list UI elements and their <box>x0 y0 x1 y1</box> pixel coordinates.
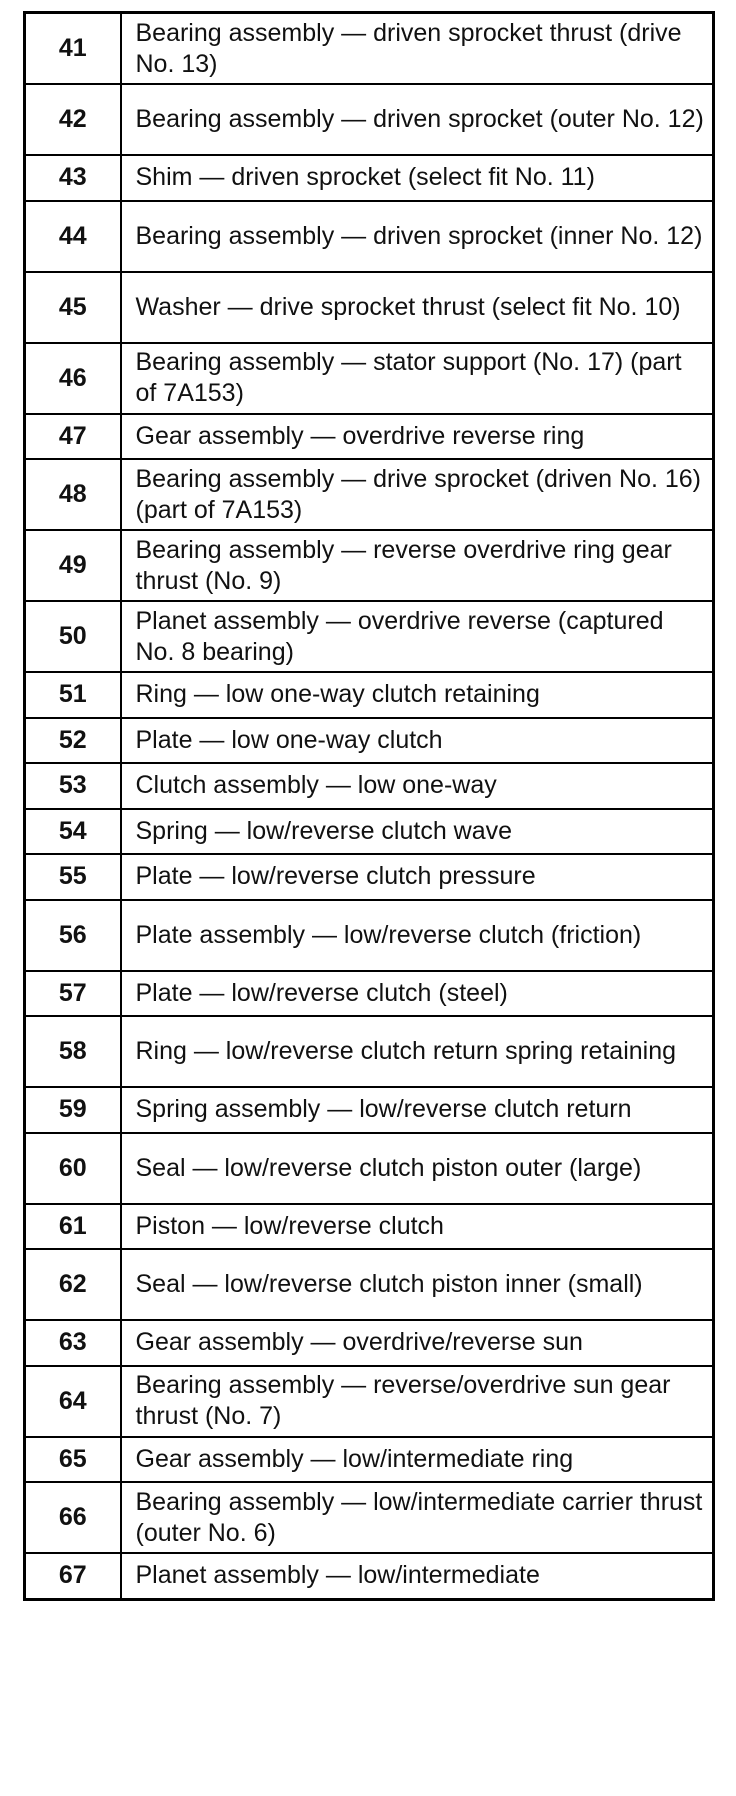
table-row <box>25 272 714 343</box>
item-description: Planet assembly — overdrive reverse (captured No. 8 bearing) <box>121 601 714 672</box>
table-row <box>25 1482 714 1553</box>
table-row <box>25 530 714 601</box>
item-description: Plate — low/reverse clutch (steel) <box>121 971 714 1017</box>
table-row <box>25 414 714 460</box>
item-number: 60 <box>25 1133 121 1204</box>
item-number: 41 <box>25 13 121 85</box>
table-row <box>25 1249 714 1320</box>
item-description: Ring — low one-way clutch retaining <box>121 672 714 718</box>
item-number: 66 <box>25 1482 121 1553</box>
item-number: 46 <box>25 343 121 414</box>
item-number: 55 <box>25 854 121 900</box>
item-description: Gear assembly — overdrive/reverse sun <box>121 1320 714 1366</box>
item-description: Bearing assembly — low/intermediate carrier thrust (outer No. 6) <box>121 1482 714 1553</box>
item-description: Piston — low/reverse clutch <box>121 1204 714 1250</box>
table-row <box>25 809 714 855</box>
item-description: Spring — low/reverse clutch wave <box>121 809 714 855</box>
item-number: 50 <box>25 601 121 672</box>
item-description: Planet assembly — low/intermediate <box>121 1553 714 1599</box>
table-row <box>25 1320 714 1366</box>
item-number: 59 <box>25 1087 121 1133</box>
item-description: Plate — low one-way clutch <box>121 718 714 764</box>
item-number: 57 <box>25 971 121 1017</box>
item-number: 61 <box>25 1204 121 1250</box>
item-number: 51 <box>25 672 121 718</box>
item-description: Seal — low/reverse clutch piston inner (small) <box>121 1249 714 1320</box>
table-row <box>25 601 714 672</box>
item-description: Bearing assembly — driven sprocket (inner No. 12) <box>121 201 714 272</box>
item-number: 53 <box>25 763 121 809</box>
item-number: 48 <box>25 459 121 530</box>
item-description: Seal — low/reverse clutch piston outer (large) <box>121 1133 714 1204</box>
item-description: Bearing assembly — stator support (No. 17) (part of 7A153) <box>121 343 714 414</box>
item-number: 52 <box>25 718 121 764</box>
table-row <box>25 763 714 809</box>
item-description: Plate — low/reverse clutch pressure <box>121 854 714 900</box>
item-description: Bearing assembly — reverse overdrive ring gear thrust (No. 9) <box>121 530 714 601</box>
table-row <box>25 84 714 155</box>
item-number: 58 <box>25 1016 121 1087</box>
parts-table <box>23 11 715 1601</box>
item-number: 56 <box>25 900 121 971</box>
table-row <box>25 718 714 764</box>
item-description: Plate assembly — low/reverse clutch (friction) <box>121 900 714 971</box>
item-number: 44 <box>25 201 121 272</box>
item-number: 67 <box>25 1553 121 1599</box>
item-number: 47 <box>25 414 121 460</box>
item-number: 42 <box>25 84 121 155</box>
item-description: Gear assembly — overdrive reverse ring <box>121 414 714 460</box>
item-description: Shim — driven sprocket (select fit No. 11) <box>121 155 714 201</box>
item-number: 43 <box>25 155 121 201</box>
table-row <box>25 1204 714 1250</box>
table-row <box>25 155 714 201</box>
item-description: Bearing assembly — driven sprocket thrust (drive No. 13) <box>121 13 714 85</box>
table-row <box>25 1016 714 1087</box>
item-description: Spring assembly — low/reverse clutch return <box>121 1087 714 1133</box>
table-row <box>25 971 714 1017</box>
table-row <box>25 343 714 414</box>
table-row <box>25 1087 714 1133</box>
table-row <box>25 1366 714 1437</box>
item-number: 54 <box>25 809 121 855</box>
item-number: 65 <box>25 1437 121 1483</box>
table-row <box>25 1437 714 1483</box>
item-number: 45 <box>25 272 121 343</box>
table-row <box>25 900 714 971</box>
item-number: 49 <box>25 530 121 601</box>
item-description: Clutch assembly — low one-way <box>121 763 714 809</box>
item-description: Washer — drive sprocket thrust (select fit No. 10) <box>121 272 714 343</box>
table-row <box>25 672 714 718</box>
table-row <box>25 201 714 272</box>
item-number: 64 <box>25 1366 121 1437</box>
item-description: Bearing assembly — reverse/overdrive sun gear thrust (No. 7) <box>121 1366 714 1437</box>
table-row <box>25 1553 714 1599</box>
table-row <box>25 1133 714 1204</box>
item-description: Bearing assembly — drive sprocket (driven No. 16) (part of 7A153) <box>121 459 714 530</box>
table-row <box>25 854 714 900</box>
item-description: Gear assembly — low/intermediate ring <box>121 1437 714 1483</box>
item-number: 62 <box>25 1249 121 1320</box>
table-row <box>25 13 714 85</box>
item-number: 63 <box>25 1320 121 1366</box>
item-description: Bearing assembly — driven sprocket (outer No. 12) <box>121 84 714 155</box>
table-row <box>25 459 714 530</box>
item-description: Ring — low/reverse clutch return spring retaining <box>121 1016 714 1087</box>
